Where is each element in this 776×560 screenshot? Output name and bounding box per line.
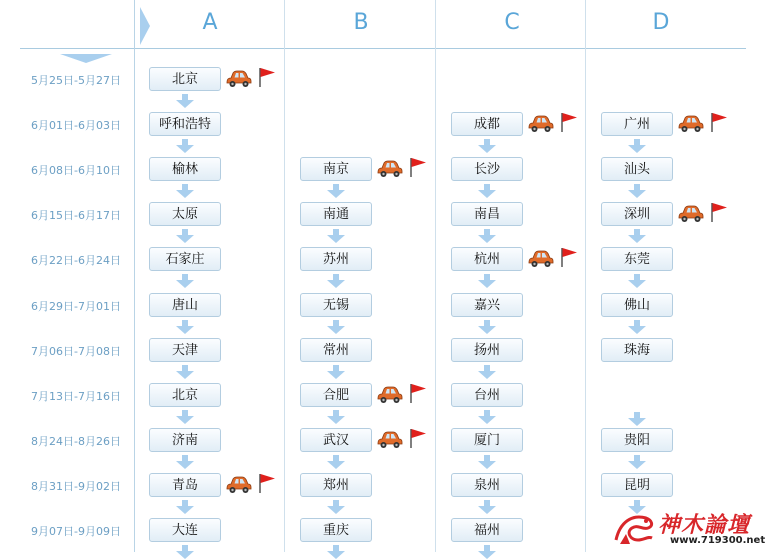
- down-arrow-icon: [173, 93, 197, 109]
- header-down-arrow-icon: [60, 54, 112, 64]
- down-arrow-icon: [173, 273, 197, 289]
- column-divider-ab: [284, 0, 285, 552]
- city-stop[interactable]: 重庆: [300, 518, 372, 542]
- watermark-url: www.719300.net: [670, 535, 766, 546]
- city-stop[interactable]: 青岛: [149, 473, 221, 497]
- flag-icon: [409, 382, 427, 404]
- city-stop[interactable]: 合肥: [300, 383, 372, 407]
- down-arrow-icon: [625, 411, 649, 427]
- flag-icon: [258, 66, 276, 88]
- city-stop[interactable]: 台州: [451, 383, 523, 407]
- down-arrow-icon: [324, 364, 348, 380]
- city-stop[interactable]: 长沙: [451, 157, 523, 181]
- city-stop[interactable]: 杭州: [451, 247, 523, 271]
- down-arrow-icon: [324, 273, 348, 289]
- city-stop[interactable]: 郑州: [300, 473, 372, 497]
- down-arrow-icon: [173, 364, 197, 380]
- down-arrow-icon: [475, 319, 499, 335]
- down-arrow-icon: [173, 454, 197, 470]
- date-range: 6月08日-6月10日: [31, 164, 121, 178]
- down-arrow-icon: [475, 364, 499, 380]
- down-arrow-icon: [475, 183, 499, 199]
- city-stop[interactable]: 南京: [300, 157, 372, 181]
- city-stop[interactable]: 汕头: [601, 157, 673, 181]
- date-range: 7月13日-7月16日: [31, 389, 121, 403]
- date-column-divider: [134, 0, 135, 552]
- down-arrow-icon: [324, 319, 348, 335]
- city-stop[interactable]: 成都: [451, 112, 523, 136]
- flag-icon: [258, 472, 276, 494]
- flag-icon: [710, 111, 728, 133]
- date-range: 6月01日-6月03日: [31, 119, 121, 133]
- watermark-logo: [612, 508, 772, 550]
- flag-icon: [560, 246, 578, 268]
- down-arrow-icon: [475, 409, 499, 425]
- down-arrow-icon: [324, 409, 348, 425]
- down-arrow-icon: [625, 454, 649, 470]
- column-header-a: A: [202, 10, 218, 35]
- flag-icon: [409, 427, 427, 449]
- city-stop[interactable]: 嘉兴: [451, 293, 523, 317]
- down-arrow-icon: [173, 319, 197, 335]
- down-arrow-icon: [625, 183, 649, 199]
- car-icon: [376, 159, 404, 179]
- city-stop[interactable]: 福州: [451, 518, 523, 542]
- date-range: 9月07日-9月09日: [31, 525, 121, 538]
- down-arrow-icon: [173, 544, 197, 560]
- column-header-d: D: [652, 10, 670, 35]
- car-icon: [527, 114, 555, 134]
- down-arrow-icon: [475, 273, 499, 289]
- column-header-b: B: [353, 10, 369, 35]
- down-arrow-icon: [173, 409, 197, 425]
- down-arrow-icon: [173, 138, 197, 154]
- dragon-icon: [612, 510, 656, 546]
- city-stop[interactable]: 昆明: [601, 473, 673, 497]
- watermark-title: 神木論壇: [658, 512, 751, 538]
- city-stop[interactable]: 石家庄: [149, 247, 221, 271]
- down-arrow-icon: [625, 273, 649, 289]
- date-range: 6月29日-7月01日: [31, 299, 121, 313]
- down-arrow-icon: [324, 499, 348, 515]
- down-arrow-icon: [625, 228, 649, 244]
- city-stop[interactable]: 南通: [300, 202, 372, 226]
- down-arrow-icon: [475, 228, 499, 244]
- city-stop[interactable]: 佛山: [601, 293, 673, 317]
- down-arrow-icon: [475, 138, 499, 154]
- city-stop[interactable]: 济南: [149, 428, 221, 452]
- car-icon: [677, 114, 705, 134]
- city-stop[interactable]: 大连: [149, 518, 221, 542]
- down-arrow-icon: [625, 319, 649, 335]
- flag-icon: [560, 111, 578, 133]
- down-arrow-icon: [324, 544, 348, 560]
- column-header-c: C: [504, 10, 520, 35]
- city-stop[interactable]: 呼和浩特: [149, 112, 221, 136]
- header-arrow-icon: [139, 6, 151, 46]
- date-range: 8月24日-8月26日: [31, 434, 121, 448]
- down-arrow-icon: [173, 499, 197, 515]
- column-divider-bc: [435, 0, 436, 552]
- car-icon: [376, 385, 404, 405]
- date-range: 7月06日-7月08日: [31, 344, 121, 358]
- down-arrow-icon: [324, 228, 348, 244]
- date-range: 6月22日-6月24日: [31, 254, 121, 268]
- car-icon: [527, 249, 555, 269]
- city-stop[interactable]: 广州: [601, 112, 673, 136]
- city-stop[interactable]: 北京: [149, 67, 221, 91]
- city-stop[interactable]: 扬州: [451, 338, 523, 362]
- city-stop[interactable]: 南昌: [451, 202, 523, 226]
- down-arrow-icon: [475, 499, 499, 515]
- header-divider: [20, 48, 746, 49]
- flag-icon: [409, 156, 427, 178]
- car-icon: [225, 69, 253, 89]
- city-stop[interactable]: 东莞: [601, 247, 673, 271]
- down-arrow-icon: [324, 183, 348, 199]
- car-icon: [225, 475, 253, 495]
- city-stop[interactable]: 常州: [300, 338, 372, 362]
- city-stop[interactable]: 贵阳: [601, 428, 673, 452]
- city-stop[interactable]: 唐山: [149, 293, 221, 317]
- city-stop[interactable]: 无锡: [300, 293, 372, 317]
- date-range: 8月31日-9月02日: [31, 479, 121, 493]
- down-arrow-icon: [324, 454, 348, 470]
- flag-icon: [710, 201, 728, 223]
- city-stop[interactable]: 榆林: [149, 157, 221, 181]
- car-icon: [376, 430, 404, 450]
- city-stop[interactable]: 苏州: [300, 247, 372, 271]
- city-stop[interactable]: 珠海: [601, 338, 673, 362]
- city-stop[interactable]: 深圳: [601, 202, 673, 226]
- down-arrow-icon: [475, 454, 499, 470]
- city-stop[interactable]: 泉州: [451, 473, 523, 497]
- car-icon: [677, 204, 705, 224]
- city-stop[interactable]: 厦门: [451, 428, 523, 452]
- date-range: 6月15日-6月17日: [31, 209, 121, 223]
- down-arrow-icon: [475, 544, 499, 560]
- down-arrow-icon: [173, 183, 197, 199]
- column-divider-cd: [585, 0, 586, 552]
- date-range: 5月25日-5月27日: [31, 74, 121, 87]
- city-stop[interactable]: 武汉: [300, 428, 372, 452]
- city-stop[interactable]: 太原: [149, 202, 221, 226]
- down-arrow-icon: [625, 138, 649, 154]
- city-stop[interactable]: 天津: [149, 338, 221, 362]
- city-stop[interactable]: 北京: [149, 383, 221, 407]
- down-arrow-icon: [173, 228, 197, 244]
